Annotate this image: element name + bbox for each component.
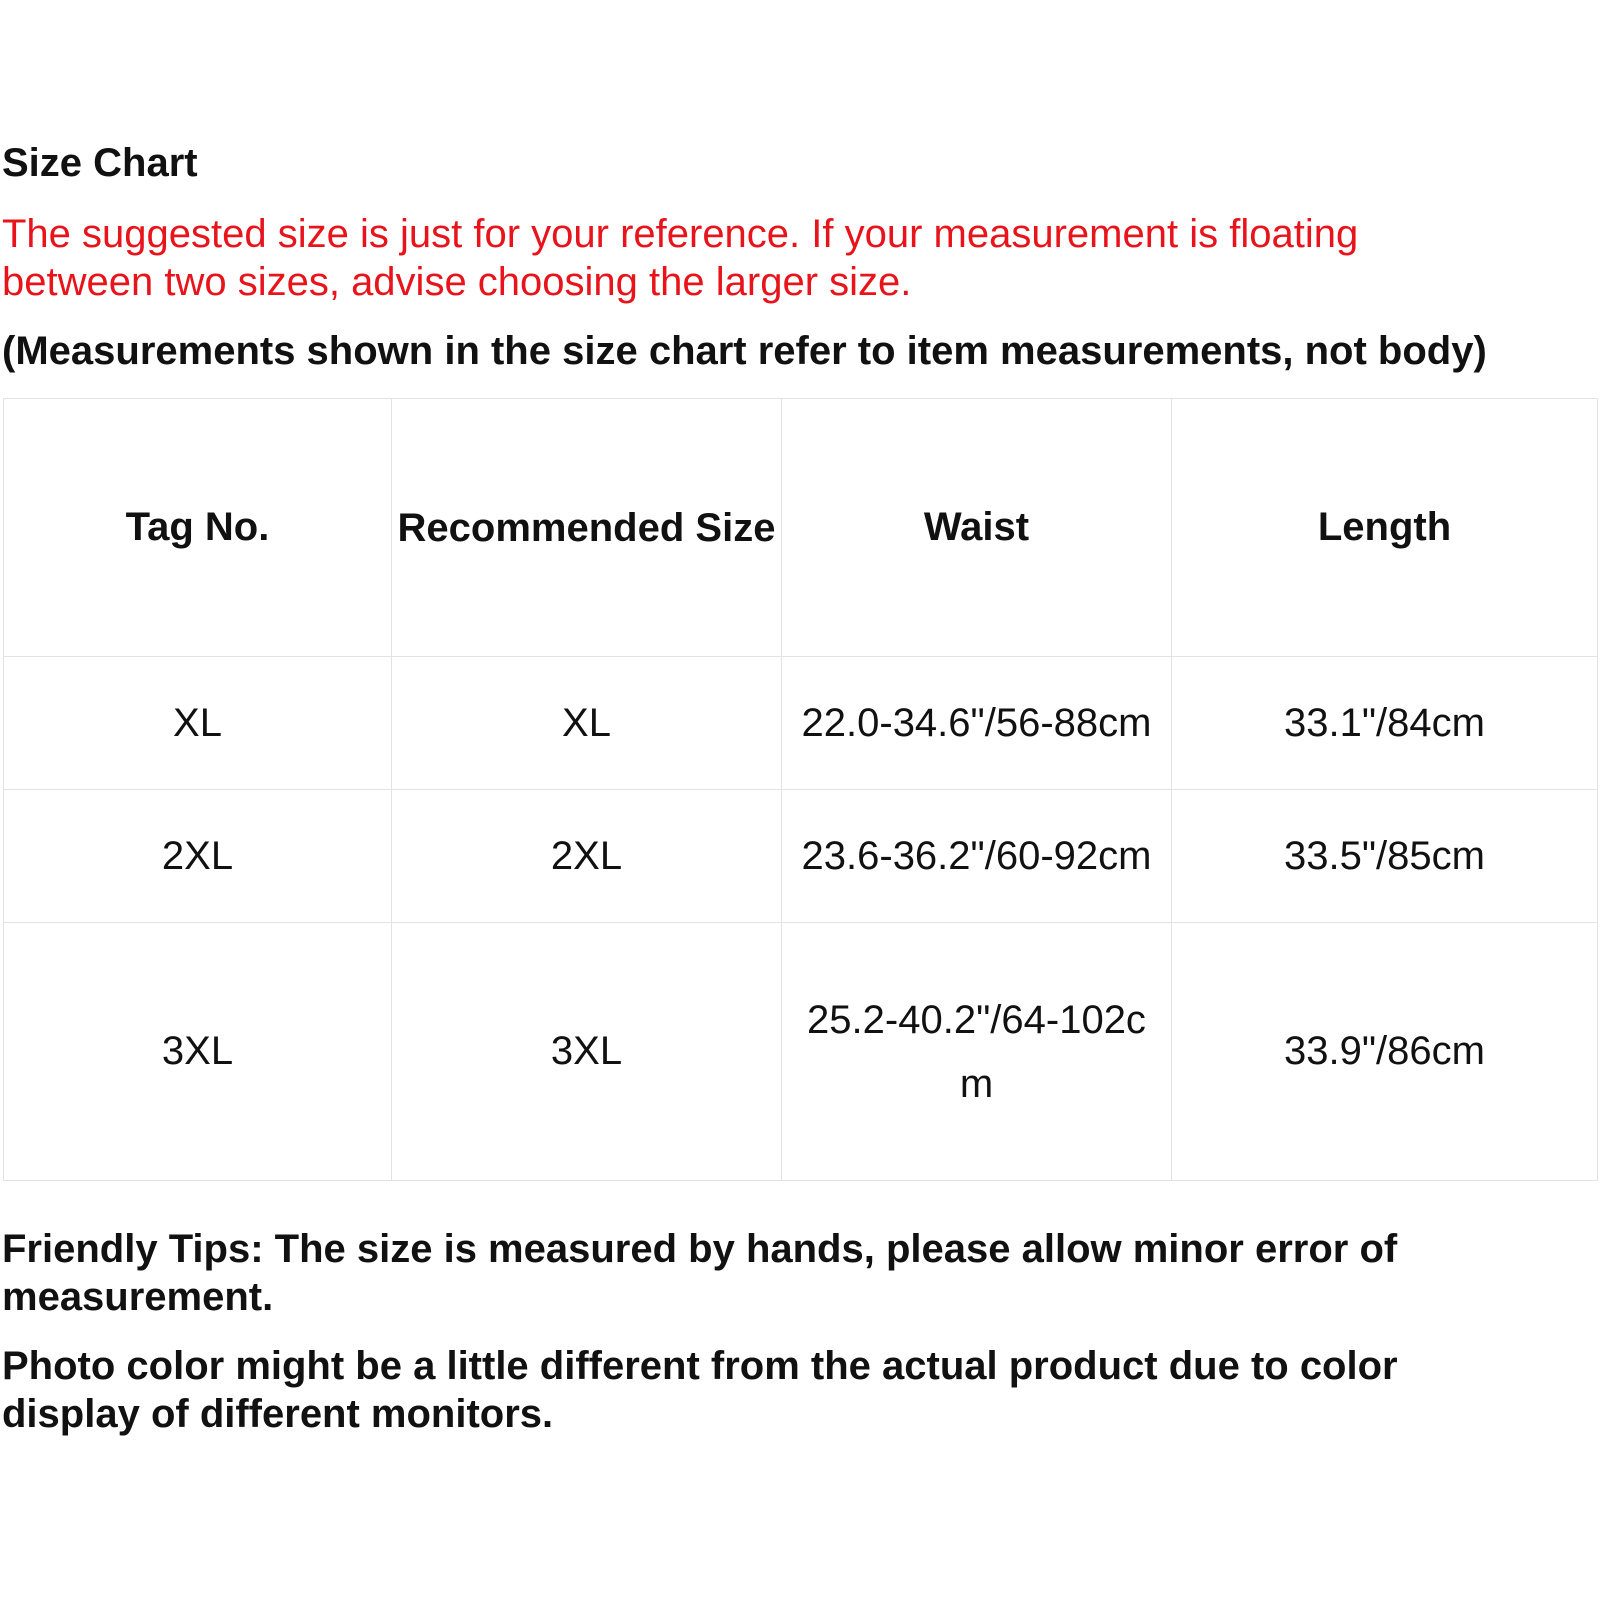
- table-header-row: [4, 399, 1598, 657]
- measurement-note: (Measurements shown in the size chart refer to item measurements, not body): [2, 329, 1487, 373]
- cell-tag-no: 2XL: [4, 790, 392, 923]
- cell-recommended-size: 3XL: [392, 923, 782, 1181]
- cell-recommended-size: XL: [392, 657, 782, 790]
- header-tag-no: Tag No.: [4, 399, 392, 657]
- cell-tag-no: 3XL: [4, 923, 392, 1181]
- cell-waist: 23.6-36.2"/60-92cm: [782, 790, 1172, 923]
- header-length: Length: [1172, 399, 1598, 657]
- page-title: Size Chart: [2, 141, 198, 185]
- photo-color-note: [2, 1342, 1562, 1438]
- cell-tag-no: XL: [4, 657, 392, 790]
- cell-length: 33.5"/85cm: [1172, 790, 1598, 923]
- cell-length: 33.9"/86cm: [1172, 923, 1598, 1181]
- size-notice-line: between two sizes, advise choosing the larger size.: [2, 260, 912, 304]
- size-notice-line: The suggested size is just for your reference. If your measurement is floating: [2, 212, 1359, 256]
- friendly-tips: [2, 1225, 1562, 1321]
- cell-waist: 25.2-40.2"/64-102cm: [782, 923, 1172, 1181]
- friendly-tips-line: measurement.: [2, 1275, 274, 1319]
- table-row: [4, 657, 1598, 790]
- cell-length: 33.1"/84cm: [1172, 657, 1598, 790]
- photo-color-line: display of different monitors.: [2, 1392, 554, 1436]
- cell-waist: 22.0-34.6"/56-88cm: [782, 657, 1172, 790]
- friendly-tips-line: Friendly Tips: The size is measured by hands, please allow minor error of: [2, 1227, 1398, 1271]
- photo-color-line: Photo color might be a little different from the actual product due to color: [2, 1344, 1398, 1388]
- size-table: [3, 398, 1598, 1181]
- table-row: [4, 790, 1598, 923]
- header-recommended-size: Recommended Size: [392, 399, 782, 657]
- cell-recommended-size: 2XL: [392, 790, 782, 923]
- header-waist: Waist: [782, 399, 1172, 657]
- table-row: [4, 923, 1598, 1181]
- size-notice: [2, 210, 1562, 306]
